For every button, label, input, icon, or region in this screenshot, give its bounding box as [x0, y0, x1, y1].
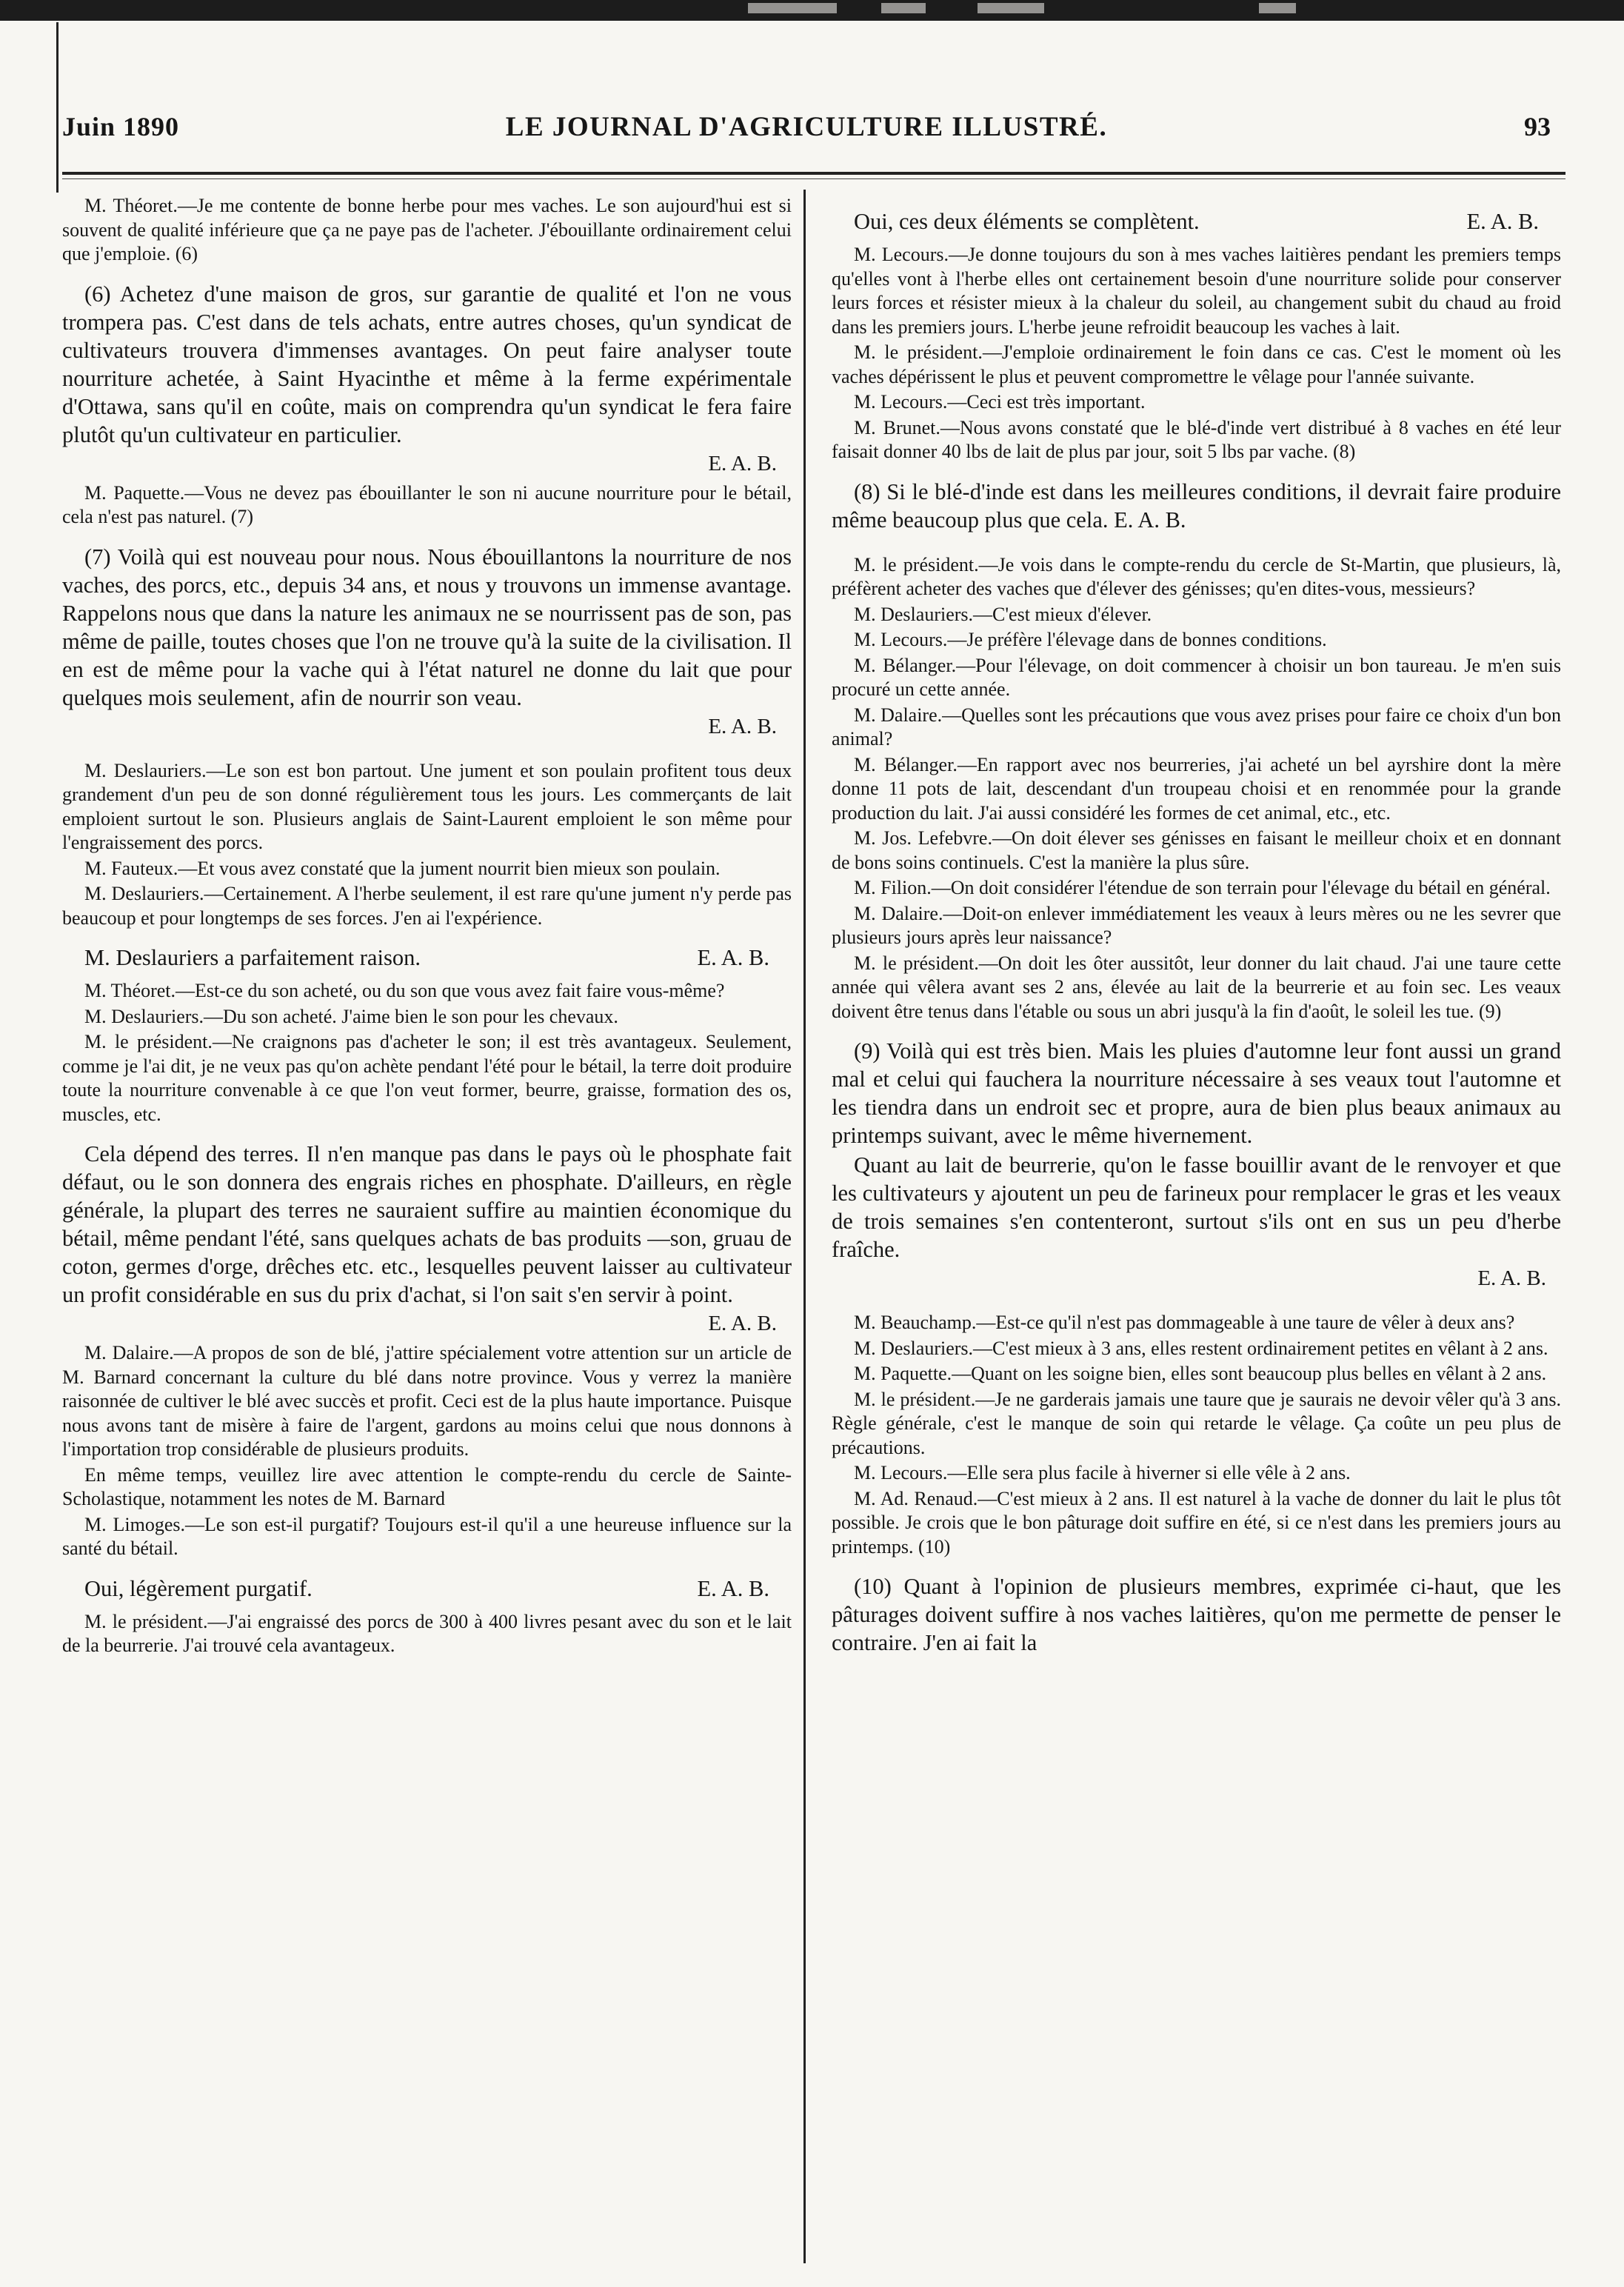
speaker-paragraph: En même temps, veuillez lire avec attention le compte-rendu du cercle de Sainte-Scholastique, notamment les notes de M. Barnard: [62, 1463, 792, 1509]
editor-comment: [62, 944, 792, 972]
comment-text: Oui, légèrement purgatif.: [84, 1575, 313, 1601]
speaker-paragraph: M. Paquette.—Quant on les soigne bien, elles sont beaucoup plus belles en vêlant à 2 ans.: [854, 1363, 1547, 1384]
speaker-paragraph: M. Bélanger.—En rapport avec nos beurreries, j'ai acheté un bel ayrshire dont la mère donne 11 pots de lait, descendant d'un troupeau choisi et en renommée pour la grande production du lait. J'ai aussi considéré les formes de cet animal, etc., etc.: [832, 753, 1561, 824]
editor-comment: [832, 207, 1561, 236]
left-margin-rule: [56, 22, 59, 193]
editor-signature: E. A. B.: [708, 1312, 777, 1335]
speaker-paragraph: M. le président.—Je ne garderais jamais une taure que je saurais ne devoir vêler qu'à 3 ans. Règle générale, c'est le manque de soin qui retarde le vêlage. Ça coûte un peu plus de précautions.: [832, 1388, 1561, 1458]
speaker-paragraph: M. Bélanger.—Pour l'élevage, on doit commencer à choisir un bon taureau. Je m'en suis procuré un cette année.: [832, 654, 1561, 700]
speaker-paragraph: M. Fauteux.—Et vous avez constaté que la jument nourrit bien mieux son poulain.: [84, 857, 721, 879]
editor-note: (9) Voilà qui est très bien. Mais les pluies d'automne leur font aussi un grand mal et celui qui fauchera la nourriture nécessaire à ses veaux tout l'automne et les tiendra dans un endroit sec et propre, aura de bien plus beaux animaux au printemps suivant, avec le même hivernement.: [832, 1038, 1561, 1148]
editor-signature: E. A. B.: [708, 714, 777, 738]
editor-note: (8) Si le blé-d'inde est dans les meilleures conditions, il devrait faire produire même beaucoup plus que cela. E. A. B.: [832, 478, 1561, 532]
speaker-paragraph: M. le président.—On doit les ôter aussitôt, leur donner du lait chaud. J'ai une taure cette année qui vêlera avant ses 2 ans, élevée au lait de la beurrerie et au foin sec. Les veaux doivent être tenus dans l'étable ou sous un abri jusqu'à la fin d'août, le soleil les tue. (9): [832, 952, 1561, 1022]
speaker-paragraph: M. Deslauriers.—Le son est bon partout. Une jument et son poulain profitent tous deux grandement d'un peu de son donné régulièrement tous les jours. Les commerçants de lait emploient surtout le son. Plusieurs anglais de Saint-Laurent emploient le son même pour l'engraissement des porcs.: [62, 759, 792, 853]
speaker-paragraph: M. Jos. Lefebvre.—On doit élever ses génisses en faisant le meilleur choix et en donnant de bons soins continuels. C'est la manière la plus sûre.: [832, 827, 1561, 873]
comment-text: M. Deslauriers a parfaitement raison.: [84, 945, 421, 970]
speaker-paragraph: M. Théoret.—Est-ce du son acheté, ou du son que vous avez fait faire vous-même?: [84, 980, 725, 1001]
speaker-paragraph: M. Brunet.—Nous avons constaté que le blé-d'inde vert distribué à 8 vaches en été leur faisait donner 40 lbs de lait de plus par jour, soit 5 lbs par vache. (8): [832, 416, 1561, 462]
speaker-paragraph: M. Lecours.—Ceci est très important.: [854, 391, 1146, 413]
speaker-paragraph: M. Deslauriers.—Certainement. A l'herbe seulement, il est rare qu'une jument n'y perde pas beaucoup et pour longtemps de ses forces. J'en ai l'expérience.: [62, 883, 792, 929]
editor-note: (10) Quant à l'opinion de plusieurs membres, exprimée ci-haut, que les pâturages doivent suffire à nos vaches laitières, qu'on me permette de penser le contraire. J'en ai fait la: [832, 1574, 1561, 1655]
page-number: 93: [1524, 112, 1551, 141]
speaker-paragraph: M. Dalaire.—A propos de son de blé, j'attire spécialement votre attention sur un article de M. Barnard concernant la culture du blé dans notre province. Vous y verrez la manière raisonnée de cultiver le blé avec succès et profit. Ceci est de la plus haute importance. Puisque nous avons tant de misère à faire de l'argent, gardons au moins celui que nous donnons à l'importation trop considérable de plusieurs produits.: [62, 1342, 792, 1460]
speaker-paragraph: M. Beauchamp.—Est-ce qu'il n'est pas dommageable à une taure de vêler à deux ans?: [854, 1312, 1515, 1333]
editor-comment: [62, 1575, 792, 1603]
issue-date: Juin 1890: [62, 112, 180, 141]
editor-note: (6) Achetez d'une maison de gros, sur garantie de qualité et l'on ne vous trompera pas. C'est dans de tels achats, entre autres choses, qu'un syndicat de cultivateurs trouvera d'immenses avantages. On peut faire analyser toute nourriture achetée, à Saint Hyacinthe et même à la ferme expérimentale d'Ottawa, sans qu'il en coûte, mais on comprendra qu'un syndicat le fera faire plutôt qu'un cultivateur en particulier.: [62, 281, 792, 447]
speaker-paragraph: M. Dalaire.—Doit-on enlever immédiatement les veaux à leurs mères ou ne les sevrer que plusieurs jours après leur naissance?: [832, 902, 1561, 948]
column-divider: [803, 190, 806, 2263]
speaker-paragraph: M. Lecours.—Je donne toujours du son à mes vaches laitières pendant les premiers temps qu'elles vont à l'herbe elles ont certainement besoin d'une nourriture solide pour conserver leurs forces et résister mieux à la chaleur du soleil, au changement subit du chaud au froid dans les premiers jours. L'herbe jeune refroidit beaucoup les vaches à lait.: [832, 244, 1561, 338]
right-column: [832, 194, 1561, 1658]
speaker-paragraph: M. Lecours.—Elle sera plus facile à hiverner si elle vêle à 2 ans.: [854, 1462, 1351, 1483]
editor-note: Quant au lait de beurrerie, qu'on le fasse bouillir avant de le renvoyer et que les cultivateurs y ajoutent un peu de farineux pour remplacer le gras et les veaux de trois semaines s'en contenteront, surtout s'ils ont en sus un peu d'herbe fraîche.: [832, 1152, 1561, 1262]
editor-signature: E. A. B.: [697, 1575, 769, 1601]
editor-note: (7) Voilà qui est nouveau pour nous. Nous ébouillantons la nourriture de nos vaches, des porcs, etc., depuis 34 ans, et nous y trouvons un immense avantage. Rappelons nous que dans la nature les animaux ne se nourrissent pas de son, pas même de paille, toutes choses que l'on ne trouve qu'à la suite de la civilisation. Il en est de même pour la vache qui à l'état naturel ne donne du lait que pour quelques mois seulement, afin de nourrir son veau.: [62, 544, 792, 710]
speaker-paragraph: M. Filion.—On doit considérer l'étendue de son terrain pour l'élevage du bétail en général.: [854, 877, 1551, 898]
header-rule-thin: [62, 178, 1565, 179]
speaker-paragraph: M. Limoges.—Le son est-il purgatif? Toujours est-il qu'il a une heureuse influence sur la santé du bétail.: [62, 1513, 792, 1559]
editor-signature: E. A. B.: [1477, 1266, 1546, 1290]
editor-signature: E. A. B.: [1466, 209, 1539, 234]
header-rule: [62, 172, 1565, 175]
editor-signature: E. A. B.: [697, 945, 769, 970]
speaker-paragraph: M. le président.—Je vois dans le compte-rendu du cercle de St-Martin, que plusieurs, là, préfèrent acheter des vaches que d'élever des génisses; qu'en dites-vous, messieurs?: [832, 553, 1561, 599]
editor-signature: E. A. B.: [708, 451, 777, 475]
speaker-paragraph: M. le président.—J'ai engraissé des porcs de 300 à 400 livres pesant avec du son et le lait de la beurrerie. J'ai trouvé cela avantageux.: [62, 1610, 792, 1656]
speaker-paragraph: M. Dalaire.—Quelles sont les précautions que vous avez prises pour faire ce choix d'un bon animal?: [832, 704, 1561, 749]
speaker-paragraph: M. Théoret.—Je me contente de bonne herbe pour mes vaches. Le son aujourd'hui est si souvent de qualité inférieure que ça ne paye pas de l'acheter. J'ébouillante ordinairement celui que j'emploie. (6): [62, 195, 792, 264]
speaker-paragraph: M. Paquette.—Vous ne devez pas ébouillanter le son ni aucune nourriture pour le bétail, cela n'est pas naturel. (7): [62, 481, 792, 527]
speaker-paragraph: M. Lecours.—Je préfère l'élevage dans de bonnes conditions.: [854, 629, 1327, 650]
editor-note: Cela dépend des terres. Il n'en manque pas dans le pays où le phosphate fait défaut, ou le son donnera des engrais riches en phosphate. D'ailleurs, en règle générale, la plupart des terres ne sauraient suffire au maintien économique du bétail, même pendant l'été, sans quelques achats de bas produits —son, gruau de coton, germes d'orge, drêches etc. etc., lesquelles peuvent laisser au cultivateur un profit considérable en sus du prix d'achat, si l'on sait s'en servir à point.: [62, 1141, 792, 1307]
speaker-paragraph: M. Deslauriers.—Du son acheté. J'aime bien le son pour les chevaux.: [84, 1005, 618, 1027]
speaker-paragraph: M. Deslauriers.—C'est mieux à 3 ans, elles restent ordinairement petites en vêlant à 2 ans.: [854, 1337, 1548, 1359]
journal-title: LE JOURNAL D'AGRICULTURE ILLUSTRÉ.: [505, 112, 1108, 142]
top-border-band: [0, 0, 1624, 21]
speaker-paragraph: M. Ad. Renaud.—C'est mieux à 2 ans. Il est naturel à la vache de donner du lait le plus tôt possible. Je crois que le bon pâturage doit suffire en été, si ce n'est dans les premiers jours au printemps. (10): [832, 1487, 1561, 1558]
speaker-paragraph: M. le président.—J'emploie ordinairement le foin dans ce cas. C'est le moment où les vaches dépérissent le plus et peuvent compromettre le vêlage pour l'année suivante.: [832, 341, 1561, 387]
left-column: [62, 194, 792, 1660]
page-header: [62, 111, 1551, 163]
speaker-paragraph: M. Deslauriers.—C'est mieux d'élever.: [854, 603, 1152, 625]
speaker-paragraph: M. le président.—Ne craignons pas d'acheter le son; il est très avantageux. Seulement, comme je l'ai dit, je ne veux pas qu'on achète pendant l'été pour le bétail, la terre doit produire toute la nourriture convenable à ce que l'on veut former, beurre, graisse, formation des os, muscles, etc.: [62, 1031, 792, 1125]
comment-text: Oui, ces deux éléments se complètent.: [854, 209, 1200, 234]
